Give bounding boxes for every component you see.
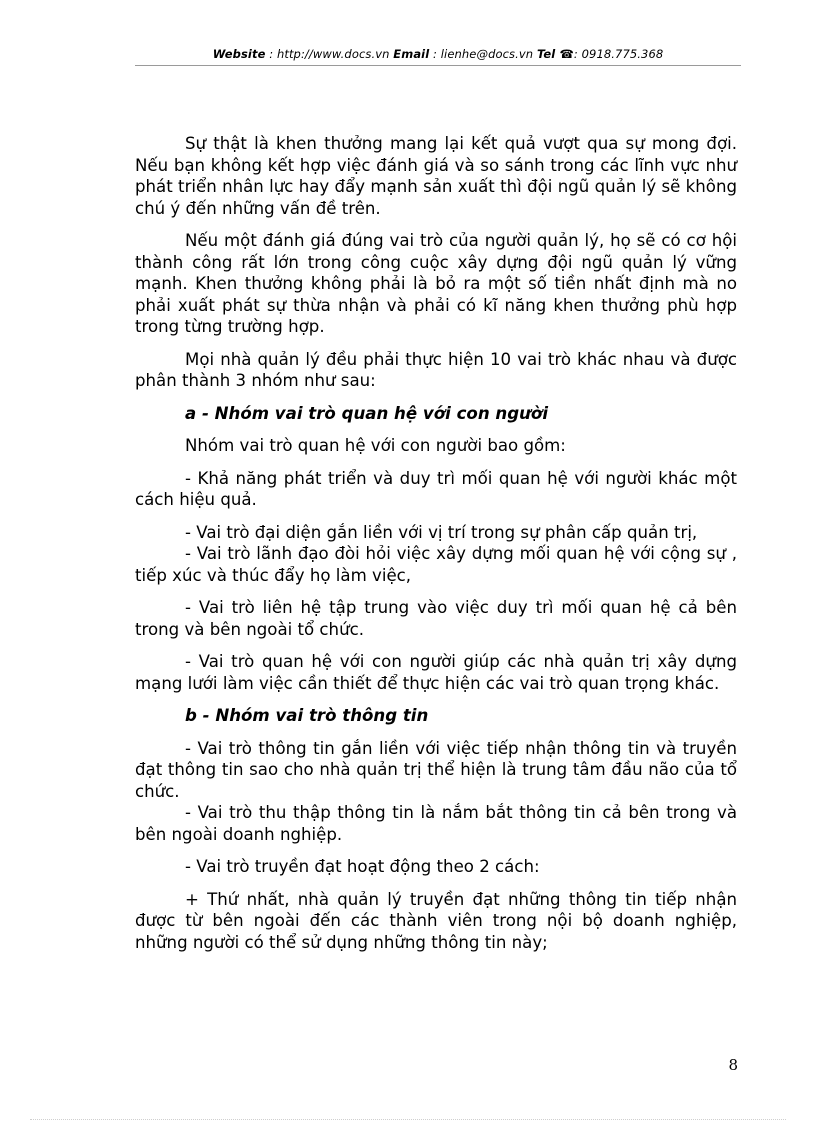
website-link[interactable]: : http://www.docs.vn [265, 47, 394, 61]
email-label: Email [393, 47, 430, 61]
paragraph-group-intro: Nhóm vai trò quan hệ với con người bao gồm: [185, 436, 566, 455]
tel-number: : 0918.775.368 [573, 47, 664, 61]
paragraph-reward-results: Sự thật là khen thưởng mang lại kết quả vượt qua sự mong đợi. Nếu bạn không kết hợp việc đánh giá và so sánh trong các lĩnh vực như phát triển nhân lực hay đẩy mạnh sản xuất thì đội ngũ quản lý sẽ không chú ý đến những vấn đề trên. [135, 134, 737, 218]
list-item-leadership: - Vai trò lãnh đạo đòi hỏi việc xây dựng mối quan hệ với cộng sự , tiếp xúc và thúc đẩy họ làm việc, [135, 544, 737, 585]
section-heading-b: b - Nhóm vai trò thông tin [185, 706, 429, 725]
header-divider [135, 65, 741, 66]
website-label: Website [212, 47, 266, 61]
list-item-monitor: - Vai trò thu thập thông tin là nắm bắt thông tin cả bên trong và bên ngoài doanh nghiệp. [135, 803, 737, 844]
paragraph-ten-roles: Mọi nhà quản lý đều phải thực hiện 10 vai trò khác nhau và được phân thành 3 nhóm như sau: [135, 349, 737, 390]
list-item-representative: - Vai trò đại diện gắn liền với vị trí trong sự phân cấp quản trị, [185, 522, 698, 542]
list-item-disseminator: - Vai trò truyền đạt hoạt động theo 2 cách: [185, 857, 540, 876]
list-item-first-way: + Thứ nhất, nhà quản lý truyền đạt những thông tin tiếp nhận được từ bên ngoài đến các thành viên trong nội bộ doanh nghiệp, những người có thể sử dụng những thông tin này; [135, 889, 737, 952]
section-heading-a: a - Nhóm vai trò quan hệ với con người [185, 403, 549, 423]
tel-label: Tel ☎ [536, 47, 574, 61]
document-body [135, 133, 737, 964]
list-item-liaison: - Vai trò liên hệ tập trung vào việc duy trì mối quan hệ cả bên trong và bên ngoài tổ chức. [135, 598, 737, 639]
list-item-information: - Vai trò thông tin gắn liền với việc tiếp nhận thông tin và truyền đạt thông tin sao cho nhà quản trị thể hiện là trung tâm đầu não của tổ chức. [135, 738, 737, 801]
list-item-relationships: - Khả năng phát triển và duy trì mối quan hệ với người khác một cách hiệu quả. [135, 468, 737, 509]
footer-divider [30, 1119, 786, 1120]
paragraph-manager-role: Nếu một đánh giá đúng vai trò của người quản lý, họ sẽ có cơ hội thành công rất lớn trong công cuộc xây dựng đội ngũ quản lý vững mạnh. Khen thưởng không phải là bỏ ra một số tiền nhất định mà no phải xuất phát sự thừa nhận và phải có kĩ năng khen thưởng phù hợp trong từng trường hợp. [135, 231, 737, 336]
page-number: 8 [728, 1056, 738, 1074]
email-link[interactable]: : lienhe@docs.vn [429, 47, 537, 61]
page-header [135, 47, 741, 61]
list-item-network: - Vai trò quan hệ với con người giúp các nhà quản trị xây dựng mạng lưới làm việc cần thiết để thực hiện các vai trò quan trọng khác. [135, 652, 737, 693]
